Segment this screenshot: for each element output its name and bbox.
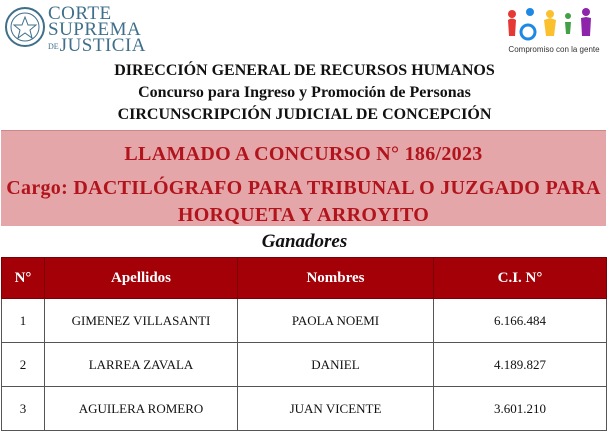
cell-names: PAOLA NOEMI bbox=[238, 299, 434, 343]
position-line-2: HORQUETA Y ARROYITO bbox=[177, 204, 430, 226]
cell-surnames: AGUILERA ROMERO bbox=[45, 387, 238, 431]
cell-names: DANIEL bbox=[238, 343, 434, 387]
page-header bbox=[0, 0, 609, 56]
contest-banner bbox=[1, 130, 606, 226]
column-header-number: N° bbox=[2, 258, 45, 299]
column-header-id: C.I. N° bbox=[434, 258, 607, 299]
logo-line-1: CORTE bbox=[48, 3, 112, 24]
cell-surnames: LARREA ZAVALA bbox=[45, 343, 238, 387]
cell-id: 6.166.484 bbox=[434, 299, 607, 343]
table-row bbox=[2, 299, 607, 343]
cell-surnames: GIMENEZ VILLASANTI bbox=[45, 299, 238, 343]
table-row bbox=[2, 343, 607, 387]
cell-names: JUAN VICENTE bbox=[238, 387, 434, 431]
seal-icon bbox=[4, 6, 46, 48]
heading-block bbox=[0, 60, 609, 126]
table-header-row bbox=[2, 258, 607, 299]
position-line-1: Cargo: DACTILÓGRAFO PARA TRIBUNAL O JUZGADO PARA bbox=[6, 177, 601, 199]
logo-line-3: JUSTICIA bbox=[59, 35, 147, 56]
cell-id: 3.601.210 bbox=[434, 387, 607, 431]
logo-line-3-prefix: DE bbox=[48, 41, 59, 51]
logo-line-2: SUPREMA bbox=[48, 19, 142, 40]
section-title: Ganadores bbox=[261, 231, 348, 252]
logo-caption: Compromiso con la gente bbox=[508, 45, 600, 54]
cell-number: 2 bbox=[2, 343, 45, 387]
column-header-names: Nombres bbox=[238, 258, 434, 299]
department-title: DIRECCIÓN GENERAL DE RECURSOS HUMANOS bbox=[114, 62, 495, 79]
cell-number: 3 bbox=[2, 387, 45, 431]
table-row bbox=[2, 387, 607, 431]
cell-id: 4.189.827 bbox=[434, 343, 607, 387]
contest-number: LLAMADO A CONCURSO N° 186/2023 bbox=[124, 143, 483, 165]
contest-title: Concurso para Ingreso y Promoción de Personas bbox=[138, 84, 471, 101]
jurisdiction-title: CIRCUNSCRIPCIÓN JUDICIAL DE CONCEPCIÓN bbox=[117, 106, 492, 123]
cell-number: 1 bbox=[2, 299, 45, 343]
position-title bbox=[1, 175, 606, 229]
winners-table bbox=[1, 257, 607, 431]
column-header-surnames: Apellidos bbox=[45, 258, 238, 299]
